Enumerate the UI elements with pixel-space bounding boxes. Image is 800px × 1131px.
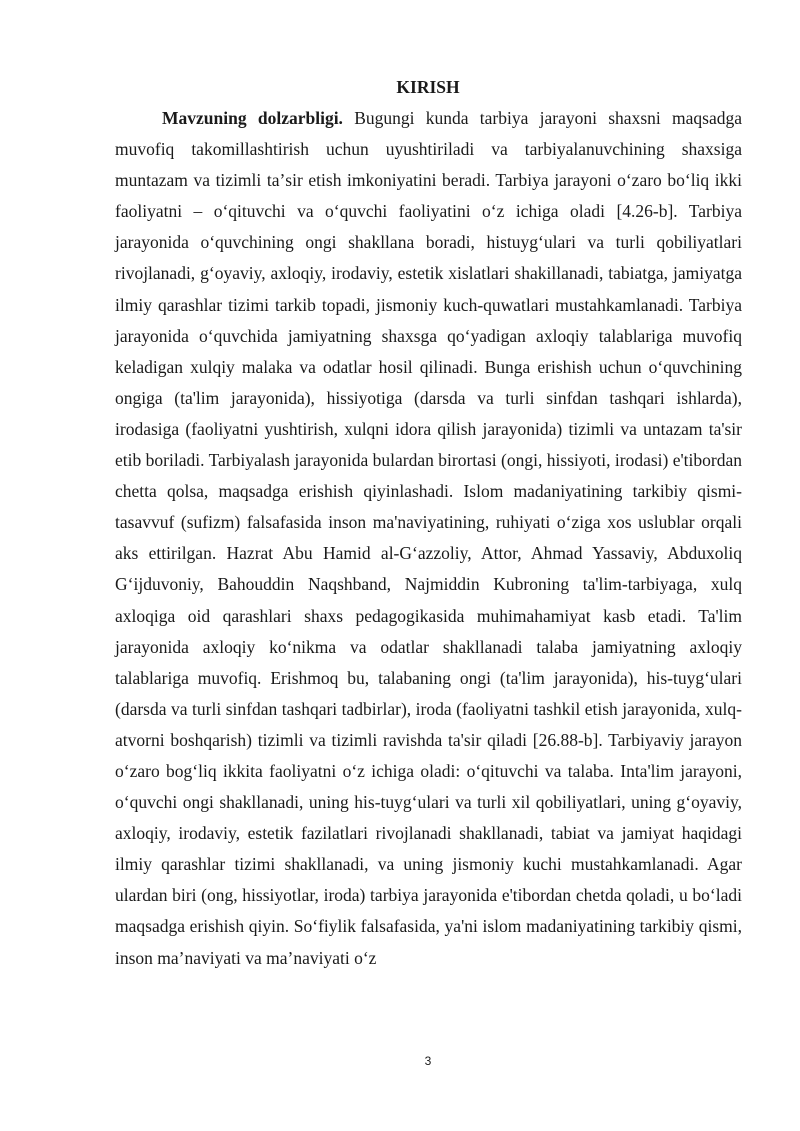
page-number: 3	[424, 1054, 432, 1068]
paragraph-text: Bugungi kunda tarbiya jarayoni shaxsni maqsadga muvofiq takomillashtirish uchun uyushtiriladi va tarbiyalanuvchining shaxsiga muntazam va tizimli taʼsir etish imkoniyatini beradi. Tarbiya jarayoni oʻzaro boʻliq ikki faoliyatni – oʻqituvchi va oʻquvchi faoliyatini oʻz ichiga oladi [4.26-b]. Tarbiya jarayonida oʻquvchining ongi shakllana boradi, histuygʻulari va turli qobiliyatlari rivojlanadi, gʻoyaviy, axloqiy, irodaviy, estetik xislatlari shakillanadi, tabiatga, jamiyatga ilmiy qarashlar tizimi tarkib topadi, jismoniy kuch-quwatlari mustahkamlanadi. Tarbiya jarayonida oʻquvchida jamiyatning shaxsga qoʻyadigan axloqiy talablariga muvofiq keladigan xulqiy malaka va odatlar hosil qilinadi. Bunga erishish uchun oʻquvchining ongiga (ta'lim jarayonida), hissiyotiga (darsda va turli sinfdan tashqari ishlarda), irodasiga (faoliyatni yushtirish, xulqni idora qilish jarayonida) tizimli va untazam ta'sir etib boriladi. Tarbiyalash jarayonida bulardan birortasi (ongi, hissiyoti, irodasi) e'tibordan chetta qolsa, maqsadga erishish qiyinlashadi. Islom madaniyatining tarkibiy qismi-tasavvuf (sufizm) falsafasida inson ma'naviyatining, ruhiyati oʻziga xos uslublar orqali aks ettirilgan. Hazrat Abu Hamid al-Gʻazzoliy, Attor, Ahmad Yassaviy, Abduxoliq Gʻijduvoniy, Bahouddin Naqshband, Najmiddin Kubroning ta'lim-tarbiyaga, xulq axloqiga oid qarashlari shaxs pedagogikasida muhimahamiyat kasb etadi. Ta'lim jarayonida axloqiy koʻnikma va odatlar shakllanadi talaba jamiyatning axloqiy talablariga muvofiq. Erishmoq bu, talabaning ongi (ta'lim jarayonida), his-tuygʻulari (darsda va turli sinfdan tashqari tadbirlar), iroda (faoliyatni tashkil etish jarayonida, xulq-atvorni boshqarish) tizimli va tizimli ravishda ta'sir qiladi [26.88-b]. Tarbiyaviy jarayon oʻzaro bogʻliq ikkita faoliyatni oʻz ichiga oladi: oʻqituvchi va talaba. Inta'lim jarayoni, oʻquvchi ongi shakllanadi, uning his-tuygʻulari va turli xil qobiliyatlari, uning gʻoyaviy, axloqiy, irodaviy, estetik fazilatlari rivojlanadi shakllanadi, tabiat va jamiyat haqidagi ilmiy qarashlar tizimi shakllanadi, va uning jismoniy kuchi mustahkamlanadi. Agar ulardan biri (ong, hissiyotlar, iroda) tarbiya jarayonida e'tibordan chetda qoladi, u boʻladi maqsadga erishish qiyin. Soʻfiylik falsafasida, ya'ni islom madaniyatining tarkibiy qismi, inson maʼnaviyati va maʼnaviyati oʻz	[115, 108, 742, 968]
paragraph-lead: Mavzuning dolzarbligi.	[162, 108, 343, 128]
page-title: KIRISH	[396, 77, 460, 97]
body-paragraph	[115, 103, 742, 974]
